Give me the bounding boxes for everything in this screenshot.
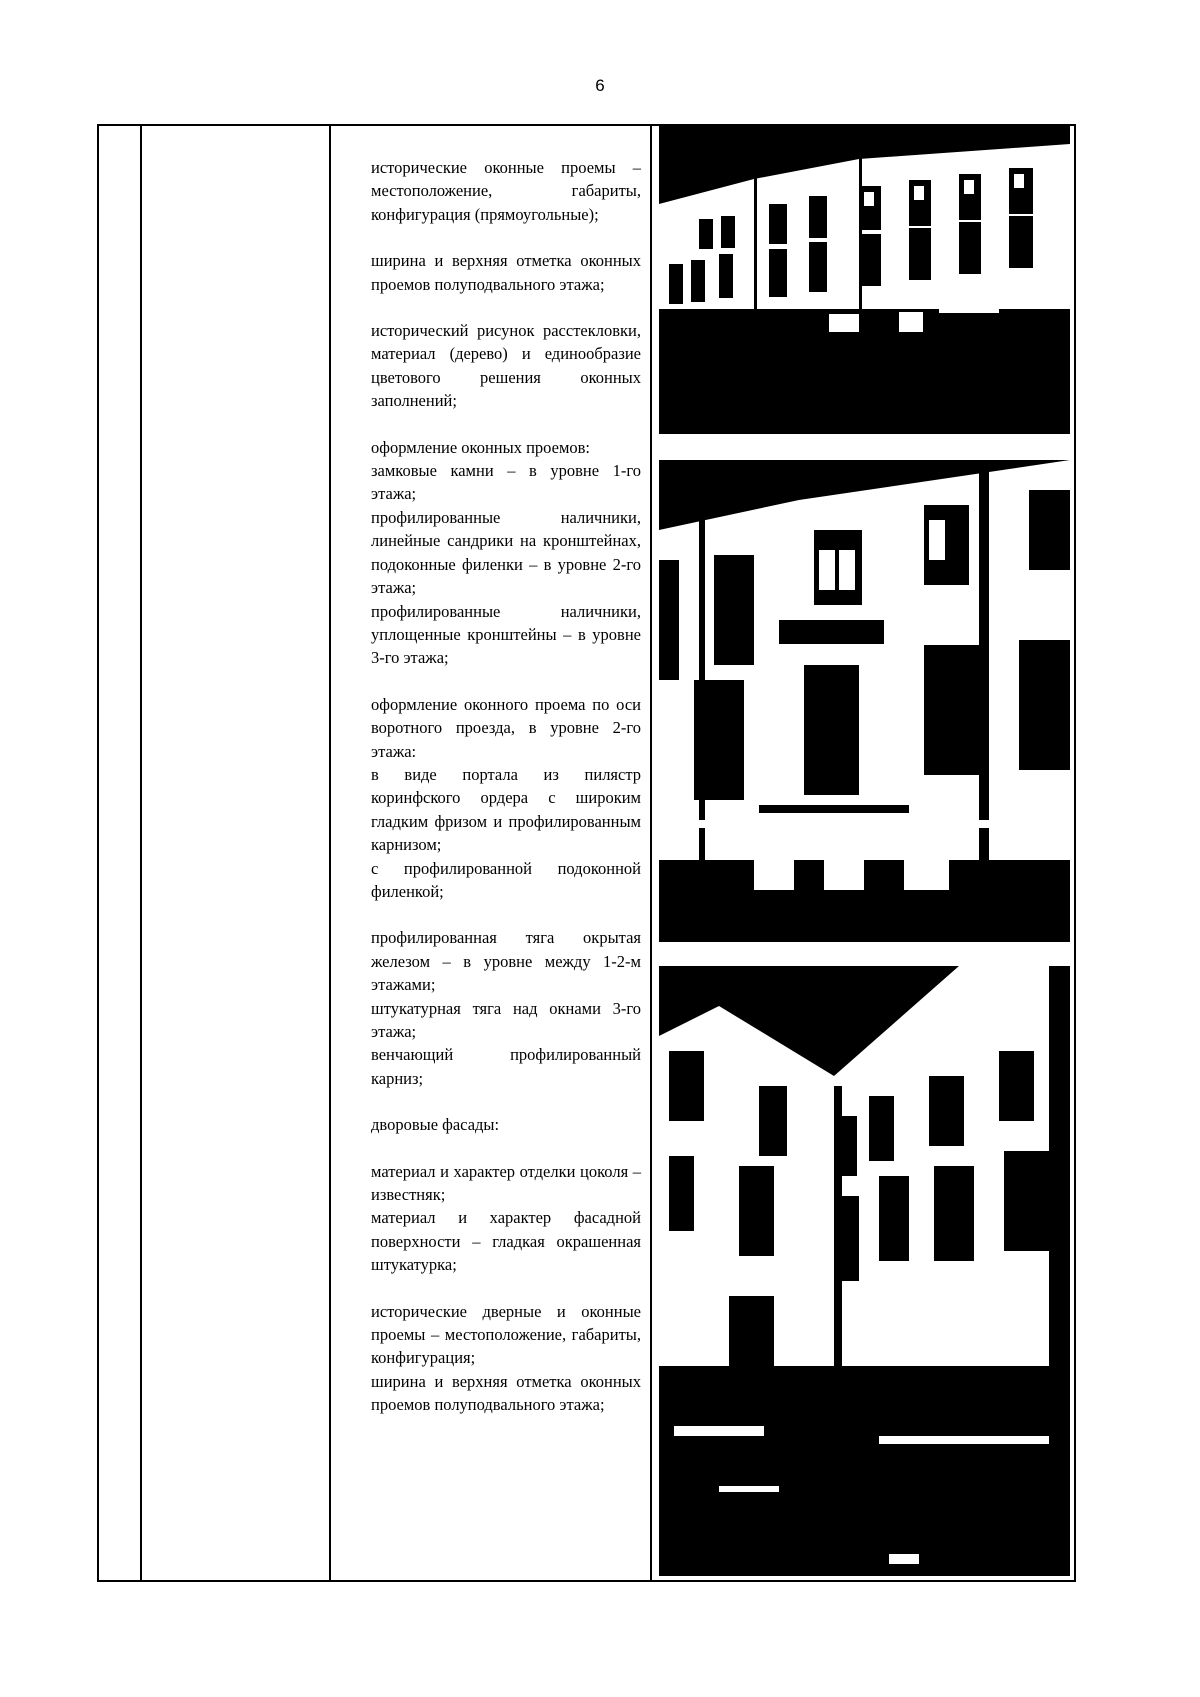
description-line: штукатурная тяга над окнами 3-го этажа; xyxy=(371,998,641,1041)
page-number: 6 xyxy=(595,76,605,95)
facade-photo-street xyxy=(659,124,1070,434)
description-paragraph xyxy=(371,436,641,670)
description-line: дворовые фасады: xyxy=(371,1115,500,1135)
description-paragraph xyxy=(371,1160,641,1277)
courtyard-photo xyxy=(659,966,1070,1576)
description-column xyxy=(371,156,641,1440)
description-line: с профилированной подоконной филенкой; xyxy=(371,858,641,901)
description-line: замковые камни – в уровне 1-го этажа; xyxy=(371,461,641,504)
description-line: оформление оконных проемов: xyxy=(371,437,591,457)
description-paragraph xyxy=(371,249,641,296)
description-line: ширина и верхняя отметка оконных проемов полуподвального этажа; xyxy=(371,1371,641,1415)
description-line: исторические оконные проемы – местоположение, габариты, конфигурация (прямоугольные); xyxy=(371,158,641,224)
column-divider-2 xyxy=(329,126,331,1580)
description-paragraph xyxy=(371,693,641,904)
description-line: профилированные наличники, уплощенные кронштейны – в уровне 3-го этажа; xyxy=(371,601,641,668)
document-table xyxy=(97,124,1076,1582)
description-line: венчающий профилированный карниз; xyxy=(371,1045,641,1088)
facade-photo-portal xyxy=(659,460,1070,942)
description-paragraph xyxy=(371,319,641,413)
description-paragraph xyxy=(371,926,641,1090)
description-line: в виде портала из пилястр коринфского ордера с широким гладким фризом и профилированным карнизом; xyxy=(371,764,641,855)
description-paragraph xyxy=(371,1113,641,1136)
description-line: оформление оконного проема по оси воротного проезда, в уровне 2-го этажа: xyxy=(371,694,641,761)
description-line: исторические дверные и оконные проемы – местоположение, габариты, конфигурация; xyxy=(371,1301,641,1368)
column-divider-1 xyxy=(140,126,142,1580)
description-line: профилированные наличники, линейные сандрики на кронштейнах, подоконные филенки – в уровне 2-го этажа; xyxy=(371,507,641,598)
column-divider-3 xyxy=(650,126,652,1580)
description-line: материал и характер фасадной поверхности – гладкая окрашенная штукатурка; xyxy=(371,1208,641,1275)
description-line: материал и характер отделки цоколя – известняк; xyxy=(371,1161,641,1205)
description-line: профилированная тяга окрытая железом – в уровне между 1-2-м этажами; xyxy=(371,928,641,995)
description-paragraph xyxy=(371,1300,641,1417)
description-line: ширина и верхняя отметка оконных проемов полуподвального этажа; xyxy=(371,251,641,294)
description-paragraph xyxy=(371,156,641,226)
description-line: исторический рисунок расстекловки, материал (дерево) и единообразие цветового решения оконных заполнений; xyxy=(371,321,641,411)
